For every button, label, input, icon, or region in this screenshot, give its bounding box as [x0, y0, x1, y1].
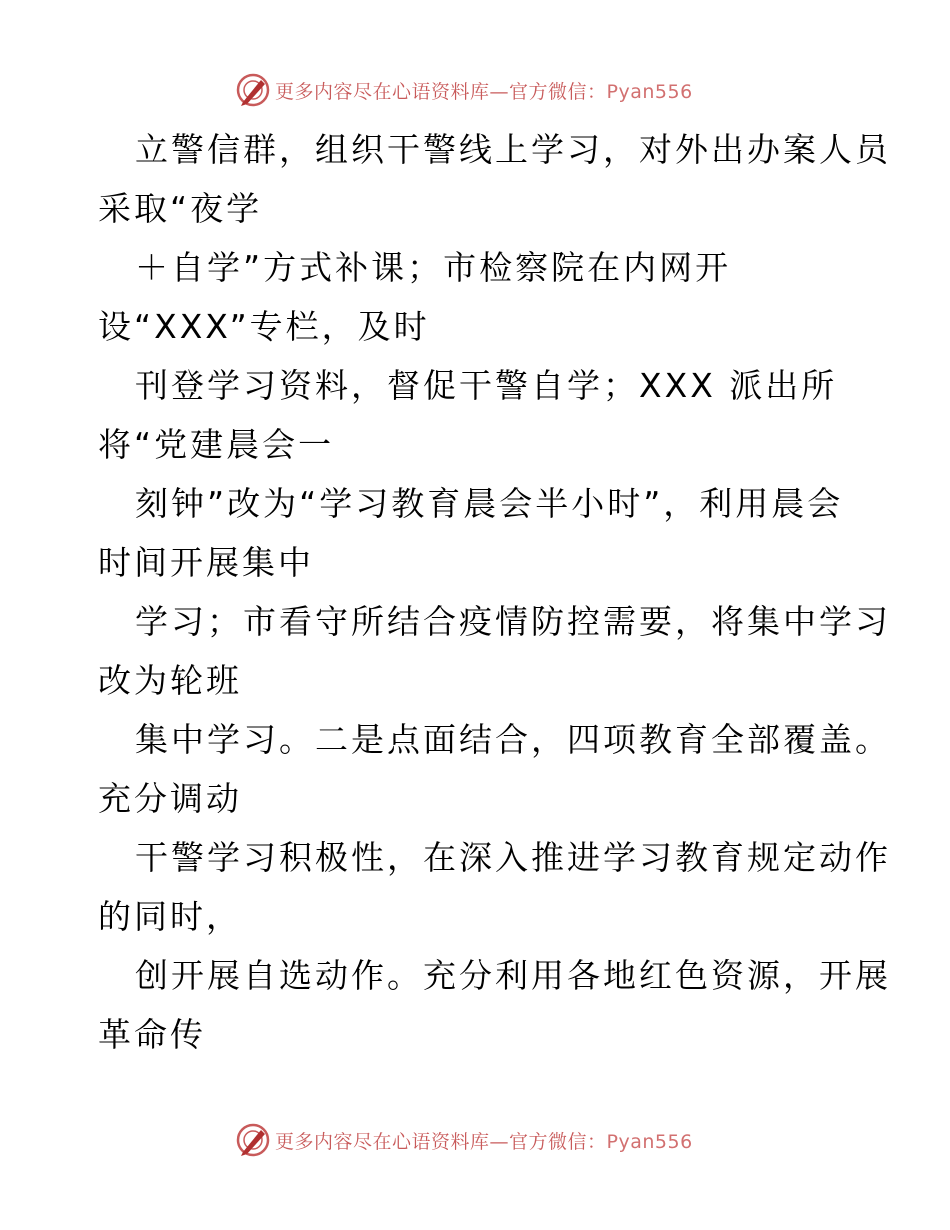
text-line: 的同时， — [98, 897, 242, 936]
header-banner — [235, 70, 715, 110]
footer-wechat-id: Pyan556 — [606, 1130, 693, 1153]
text-line: 将“党建晨会一 — [98, 425, 335, 464]
text-line: 立警信群，组织干警线上学习，对外出办案人员 — [135, 130, 891, 169]
text-line: 学习；市看守所结合疫情防控需要，将集中学习 — [135, 602, 891, 641]
text-line: 干警学习积极性，在深入推进学习教育规定动作 — [135, 838, 891, 877]
text-line: ＋自学”方式补课；市检察院在内网开 — [135, 248, 732, 287]
text-line: 革命传 — [98, 1015, 206, 1054]
text-line: 刊登学习资料，督促干警自学；XXX 派出所 — [135, 366, 838, 405]
header-wechat-id: Pyan556 — [606, 80, 693, 103]
text-line: 设“XXX”专栏，及时 — [98, 307, 430, 346]
text-line: 创开展自选动作。充分利用各地红色资源，开展 — [135, 956, 891, 995]
text-line: 充分调动 — [98, 779, 242, 818]
document-body — [98, 120, 891, 1064]
pen-logo-icon — [235, 1122, 271, 1158]
text-line: 采取“夜学 — [98, 189, 263, 228]
text-line: 集中学习。二是点面结合，四项教育全部覆盖。 — [135, 720, 891, 759]
footer-banner — [235, 1120, 715, 1160]
text-line: 刻钟”改为“学习教育晨会半小时”，利用晨会 — [135, 484, 844, 523]
footer-banner-text: 更多内容尽在心语资料库—官方微信：Pyan556 — [275, 1130, 693, 1153]
header-banner-text: 更多内容尽在心语资料库—官方微信：Pyan556 — [275, 80, 693, 103]
pen-logo-icon — [235, 72, 271, 108]
text-line: 改为轮班 — [98, 661, 242, 700]
text-line: 时间开展集中 — [98, 543, 314, 582]
